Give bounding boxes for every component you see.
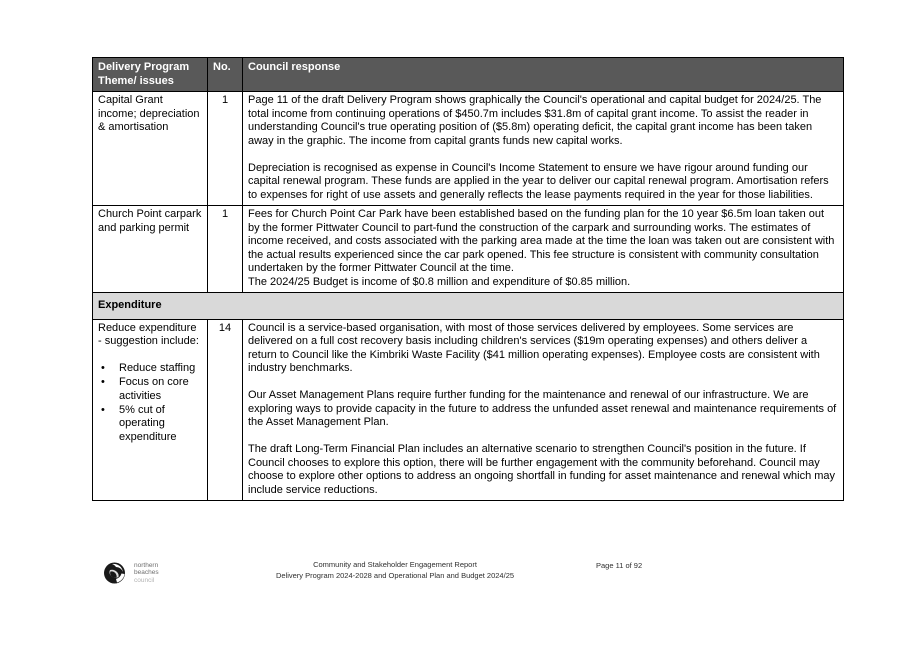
theme-cell: Capital Grant income; depreciation & amortisation (93, 92, 208, 206)
table-row-reduce-expenditure (93, 319, 844, 501)
response-paragraph: Our Asset Management Plans require further funding for the maintenance and renewal of our infrastructure. We are exploring ways to provide capacity in the future to address the unfunded asset renewal and maintenance requirements of the Asset Management Plan. (248, 389, 837, 428)
logo-line-council: council (134, 576, 155, 584)
response-paragraph: The 2024/25 Budget is income of $0.8 million and expenditure of $0.85 million. (248, 275, 631, 288)
table-row-church-point (93, 206, 844, 293)
response-cell (243, 319, 844, 501)
section-row-expenditure (93, 293, 844, 320)
response-cell (243, 92, 844, 206)
table-row-capital-grant (93, 92, 844, 206)
suggestion-item: • Reduce staffing (98, 362, 202, 376)
council-logo (103, 558, 159, 588)
northern-beaches-council-icon (103, 558, 128, 588)
logo-wordmark (134, 562, 159, 585)
response-paragraph: Depreciation is recognised as expense in Council's Income Statement to ensure we have rigour around funding our capital renewal program. These funds are applied in the year to deliver our capital renewal program. Amortisation refers to expenses for right of use assets and generally reflects the lease payments required in the year for those liabilities. (248, 161, 829, 201)
table-header-row (93, 58, 844, 92)
suggestion-item: • 5% cut of operating expenditure (98, 404, 202, 445)
footer-title-line1: Community and Stakeholder Engagement Report (313, 560, 477, 569)
section-header-label: Expenditure (93, 293, 844, 320)
response-paragraph: Council is a service-based organisation, with most of those services delivered by employees. Some services are delivered on a full cost recovery basis including children's services ($19m operating expenses) and others deliver a return to Council like the Kimbriki Waste Facility ($41 million operating expenses). Employee costs are consistent with industry benchmarks. (248, 321, 820, 374)
theme-cell: Church Point carpark and parking permit (93, 206, 208, 293)
footer-title-line2: Delivery Program 2024-2028 and Operational Plan and Budget 2024/25 (275, 570, 515, 580)
footer-document-title (195, 560, 595, 581)
page-number: Page 11 of 92 (596, 561, 643, 570)
response-paragraph: The draft Long-Term Financial Plan includes an alternative scenario to strengthen Council's position in the future. If Council chooses to explore this option, there will be further engagement with the community beforehand. Council may choose to explore other options to address an ongoing shortfall in funding for asset maintenance and renewal which may include service reductions. (248, 443, 836, 496)
header-no: No. (208, 58, 243, 92)
no-cell: 1 (208, 92, 243, 206)
council-response-table (92, 57, 844, 501)
suggestion-list (98, 362, 202, 444)
no-cell: 14 (208, 319, 243, 501)
no-cell: 1 (208, 206, 243, 293)
header-response: Council response (243, 58, 844, 92)
suggestion-item: • Focus on core activities (98, 376, 202, 403)
theme-intro: Reduce expenditure - suggestion include: (98, 321, 199, 347)
header-theme: Delivery Program Theme/ issues (93, 58, 208, 92)
logo-line-beaches: beaches (134, 569, 159, 577)
response-paragraph: Fees for Church Point Car Park have been established based on the funding plan for the 10 year $6.5m loan taken out by the former Pittwater Council to part-fund the construction of the carpark and surrounding works. The estimates of income received, and costs associated with the parking area made at the time the loan was taken out are consistent with the actual results experienced since the car park opened. This fee structure is consistent with community consultation undertaken by the former Pittwater Council at the time. (248, 208, 835, 274)
response-paragraph: Page 11 of the draft Delivery Program shows graphically the Council's operational and capital budget for 2024/25. The total income from continuing operations of $450.7m includes $31.8m of capital grant income. To assist the reader in understanding Council's true operating position of ($5.8m) operating deficit, the capital grant income has been taken away in the graphic. The income from capital grants funds new capital works. (248, 94, 822, 147)
response-cell (243, 206, 844, 293)
logo-line-northern: northern (134, 561, 159, 569)
theme-cell (93, 319, 208, 501)
